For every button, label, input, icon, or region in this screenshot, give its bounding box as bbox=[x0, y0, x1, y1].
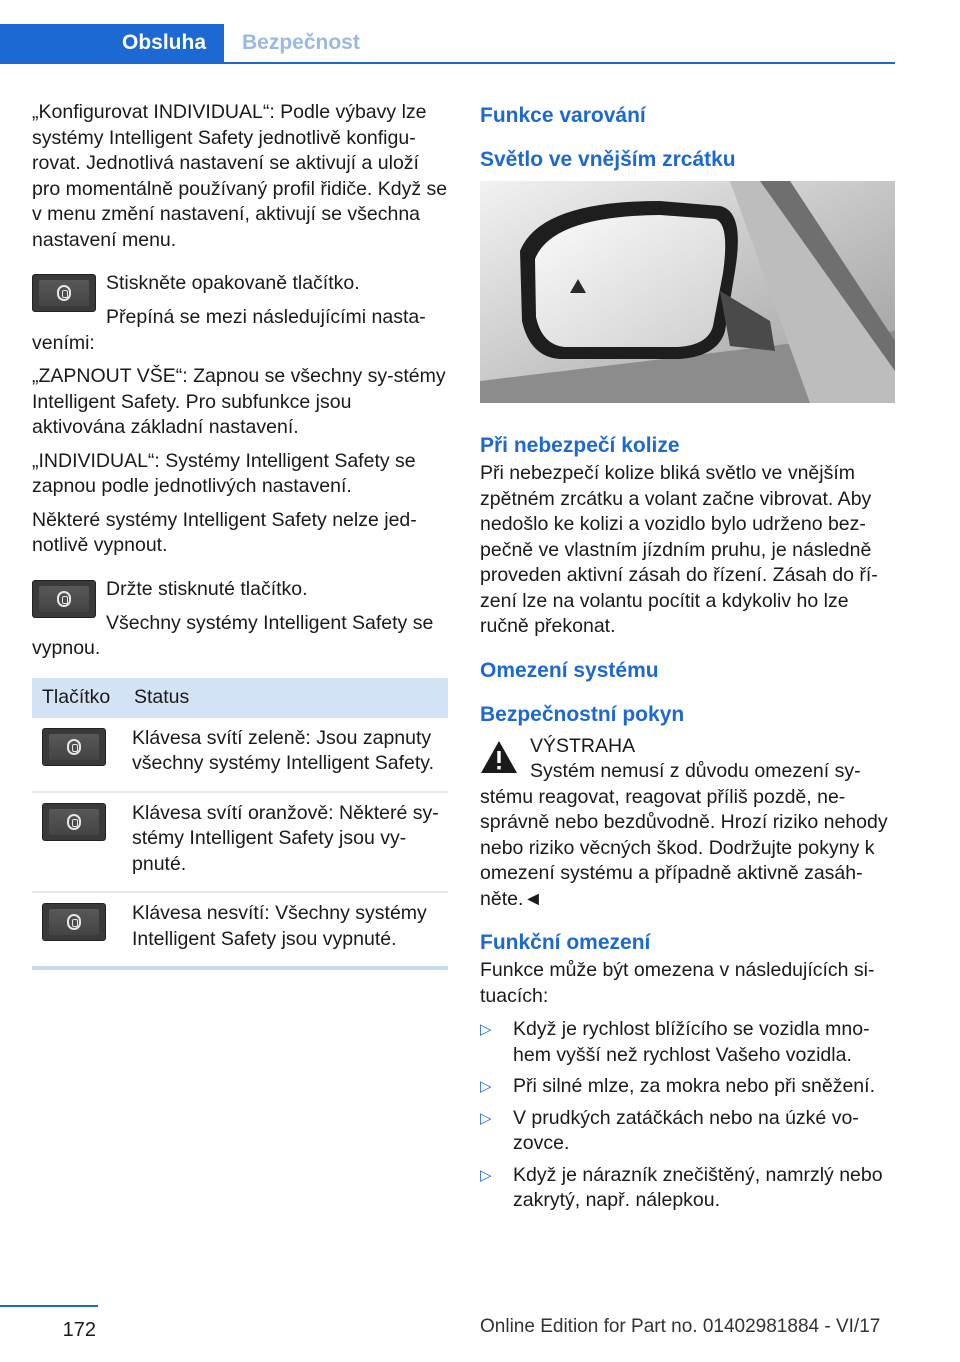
edition-footer: Online Edition for Part no. 01402981884 - VI/17 bbox=[480, 1316, 881, 1337]
heading-system-limits: Omezení systému bbox=[480, 658, 659, 682]
bullet-triangle-icon: ▷ bbox=[480, 1166, 492, 1184]
individual-text: „INDIVIDUAL“: Systémy Intelligent Safety se zapnou podle jednotlivých nastavení. bbox=[32, 449, 416, 497]
heading-collision: Při nebezpečí kolize bbox=[480, 434, 680, 457]
limits-intro: Funkce může být omezena v následujících si‐tuacích: bbox=[480, 959, 875, 1007]
mirror-illustration bbox=[480, 181, 895, 403]
safety-button-icon bbox=[42, 803, 106, 841]
warning-block bbox=[480, 734, 900, 760]
side-mirror-image bbox=[480, 181, 895, 403]
collision-text: Při nebezpečí kolize bliká světlo ve vnějším zpětném zrcátku a volant začne vibrovat. Aby nedošlo ke kolizi a vozidlo bylo udrženo bez‐pečně ve vlastním jízdním pruhu, je následně proveden aktivní zásah do řízení. Zásah do ří‐zení lze na volantu pocítit a kdykoliv ho lze ručně překonat. bbox=[480, 462, 878, 637]
safety-button-icon bbox=[42, 903, 106, 941]
list-item: ▷ Při silné mlze, za mokra nebo při sněžení. bbox=[480, 1074, 900, 1100]
status-text: Klávesa svítí oranžově: Některé sy‐stémy Intelligent Safety jsou vy‐pnuté. bbox=[124, 792, 448, 893]
header-bar bbox=[0, 24, 895, 64]
tab-bezpecnost[interactable]: Bezpečnost bbox=[242, 31, 360, 54]
status-text: Klávesa nesvítí: Všechny systémy Intelligent Safety jsou vypnuté. bbox=[124, 892, 448, 968]
press-instruction bbox=[32, 271, 450, 323]
status-text: Klávesa svítí zeleně: Jsou zapnuty všechny systémy Intelligent Safety. bbox=[124, 718, 448, 792]
table-row bbox=[32, 792, 448, 893]
all-off-text: Všechny systémy Intelligent Safety se vypnou. bbox=[32, 611, 434, 659]
hold-instruction bbox=[32, 577, 450, 629]
safety-button-icon bbox=[42, 728, 106, 766]
bullet-triangle-icon: ▷ bbox=[480, 1109, 492, 1127]
table-header-button: Tlačítko bbox=[32, 678, 124, 718]
heading-warning-functions: Funkce varování bbox=[480, 104, 646, 127]
press-repeat-text: Stiskněte opakovaně tlačítko. bbox=[106, 272, 360, 294]
zapnout-vse-text: „ZAPNOUT VŠE“: Zapnou se všechny sy‐stémy Intelligent Safety. Pro subfunkce jsou aktivována základní nastavení. bbox=[32, 365, 446, 438]
hold-button-text: Držte stisknuté tlačítko. bbox=[106, 577, 308, 600]
right-column bbox=[480, 103, 900, 1220]
heading-mirror-light: Světlo ve vnějším zrcátku bbox=[480, 148, 736, 171]
some-systems-text: Některé systémy Intelligent Safety nelze jed‐notlivě vypnout. bbox=[32, 508, 417, 556]
tab-obsluha[interactable]: Obsluha bbox=[0, 24, 224, 62]
table-row bbox=[32, 718, 448, 792]
warning-label: VÝSTRAHA bbox=[530, 734, 636, 757]
bullet-triangle-icon: ▷ bbox=[480, 1078, 492, 1095]
bullet-triangle-icon: ▷ bbox=[480, 1021, 492, 1038]
heading-safety-note: Bezpečnostní pokyn bbox=[480, 702, 685, 726]
list-item: ▷ Když je rychlost blížícího se vozidla mno‐hem vyšší než rychlost Vašeho vozidla. bbox=[480, 1018, 870, 1066]
limits-list bbox=[480, 1017, 900, 1214]
warning-text: Systém nemusí z důvodu omezení sy‐stému reagovat, reagovat příliš pozdě, ne‐správně nebo bezdůvodně. Hrozí riziko nehody nebo riziko věcných škod. Dodržujte pokyny k omezení systému a případně aktivně zasáh‐něte.◄ bbox=[480, 760, 888, 910]
list-item: ▷ V prudkých zatáčkách nebo na úzké vo‐zovce. bbox=[480, 1106, 859, 1154]
left-column bbox=[32, 100, 450, 970]
switch-between-text: Přepíná se mezi následujícími nasta‐veními: bbox=[32, 306, 426, 354]
intro-paragraph: „Konfigurovat INDIVIDUAL“: Podle výbavy lze systémy Intelligent Safety jednotlivě konfigu‐rovat. Jednotlivá nastavení se aktivují a uloží pro momentálně používaný profil řidiče. Když se v menu změní nastavení, aktivují se všechna nastavení menu. bbox=[32, 101, 448, 251]
list-item: ▷ Když je nárazník znečištěný, namrzlý nebo zakrytý, např. nálepkou. bbox=[480, 1163, 883, 1211]
table-row bbox=[32, 892, 448, 968]
table-header-status: Status bbox=[124, 678, 448, 718]
page-number: 172 bbox=[0, 1305, 98, 1342]
safety-button-icon bbox=[32, 580, 96, 618]
button-status-table bbox=[32, 678, 448, 971]
heading-function-limits: Funkční omezení bbox=[480, 931, 651, 954]
warning-triangle-icon bbox=[480, 740, 518, 774]
safety-button-icon bbox=[32, 274, 96, 312]
